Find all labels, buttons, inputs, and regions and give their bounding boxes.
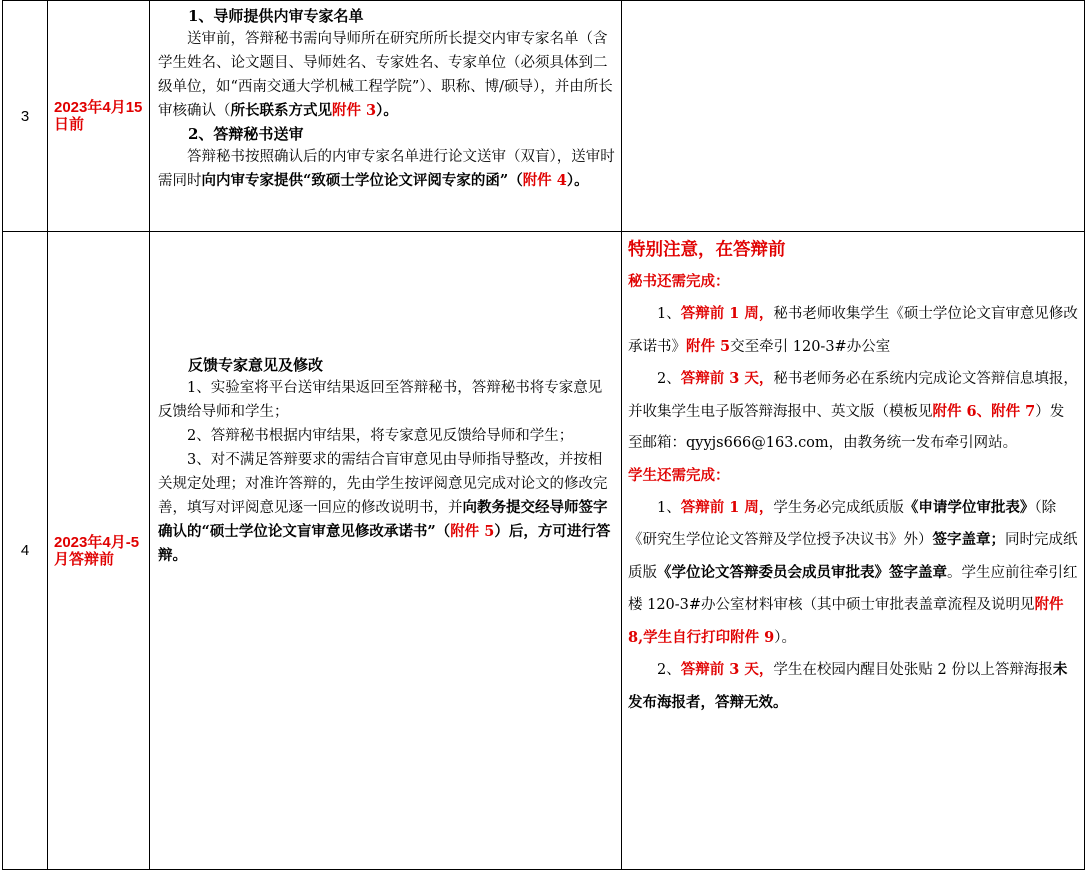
section-paragraph: 答辩秘书按照确认后的内审专家名单进行论文送审（双盲），送审时需同时向内审专家提供“致硕士学位论文评阅专家的函”（附件 4）。 — [158, 149, 615, 189]
row-deadline: 2023年4月15日前 — [48, 1, 150, 232]
section-title: 1、导师提供内审专家名单 — [188, 7, 364, 25]
note-heading: 特别注意，在答辩前 — [628, 240, 786, 260]
row-deadline: 2023年4月-5 月答辩前 — [48, 232, 150, 870]
note-student-label: 学生还需完成： — [628, 466, 730, 484]
row-number: 4 — [3, 232, 48, 870]
section-paragraph: 2、答辩秘书根据内审结果，将专家意见反馈给导师和学生； — [187, 428, 574, 444]
schedule-table — [2, 0, 1085, 870]
row-description — [150, 1, 622, 232]
section-paragraph: 1、实验室将平台送审结果返回至答辩秘书，答辩秘书将专家意见反馈给导师和学生； — [158, 380, 603, 420]
note-item: 1、答辩前 1 周，秘书老师收集学生《硕士学位论文盲审意见修改承诺书》附件 5交至牵引 120-3#办公室 — [628, 305, 1078, 355]
row-number: 3 — [3, 1, 48, 232]
row-note — [622, 232, 1085, 870]
note-item: 2、答辩前 3 天，学生在校园内醒目处张贴 2 份以上答辩海报未发布海报者，答辩无效。 — [628, 661, 1068, 711]
table-row — [3, 232, 1085, 870]
note-item: 1、答辩前 1 周，学生务必完成纸质版《申请学位审批表》（除《研究生学位论文答辩及学位授予决议书》外）签字盖章；同时完成纸质版《学位论文答辩委员会成员审批表》签字盖章。学生应前往牵引红楼 120-3#办公室材料审核（其中硕士审批表盖章流程及说明见附件 8,学生自行打印附件 9）。 — [628, 498, 1078, 646]
note-item: 2、答辩前 3 天，秘书老师务必在系统内完成论文答辩信息填报，并收集学生电子版答辩海报中、英文版（模板见附件 6、附件 7）发至邮箱：qyyjs666@163.com，由教务统一发布牵引网站。 — [628, 370, 1078, 451]
section-paragraph: 3、对不满足答辩要求的需结合盲审意见由导师指导整改，并按相关规定处理；对准许答辩的，先由学生按评阅意见完成对论文的修改完善，填写对评阅意见逐一回应的修改说明书，并向教务提交经导师签字确认的“硕士学位论文盲审意见修改承诺书”（附件 5）后，方可进行答辩。 — [158, 452, 611, 564]
section-title: 反馈专家意见及修改 — [188, 356, 324, 374]
note-secretary-label: 秘书还需完成： — [628, 273, 730, 290]
table-row — [3, 1, 1085, 232]
row-note — [622, 1, 1085, 232]
row-description — [150, 232, 622, 870]
section-paragraph: 送审前，答辩秘书需向导师所在研究所所长提交内审专家名单（含学生姓名、论文题目、导师姓名、专家姓名、专家单位（必须具体到二级单位，如“西南交通大学机械工程学院”）、职称、博/硕导），并由所长审核确认（所长联系方式见附件 3）。 — [158, 31, 613, 119]
section-title: 2、答辩秘书送审 — [188, 125, 304, 143]
